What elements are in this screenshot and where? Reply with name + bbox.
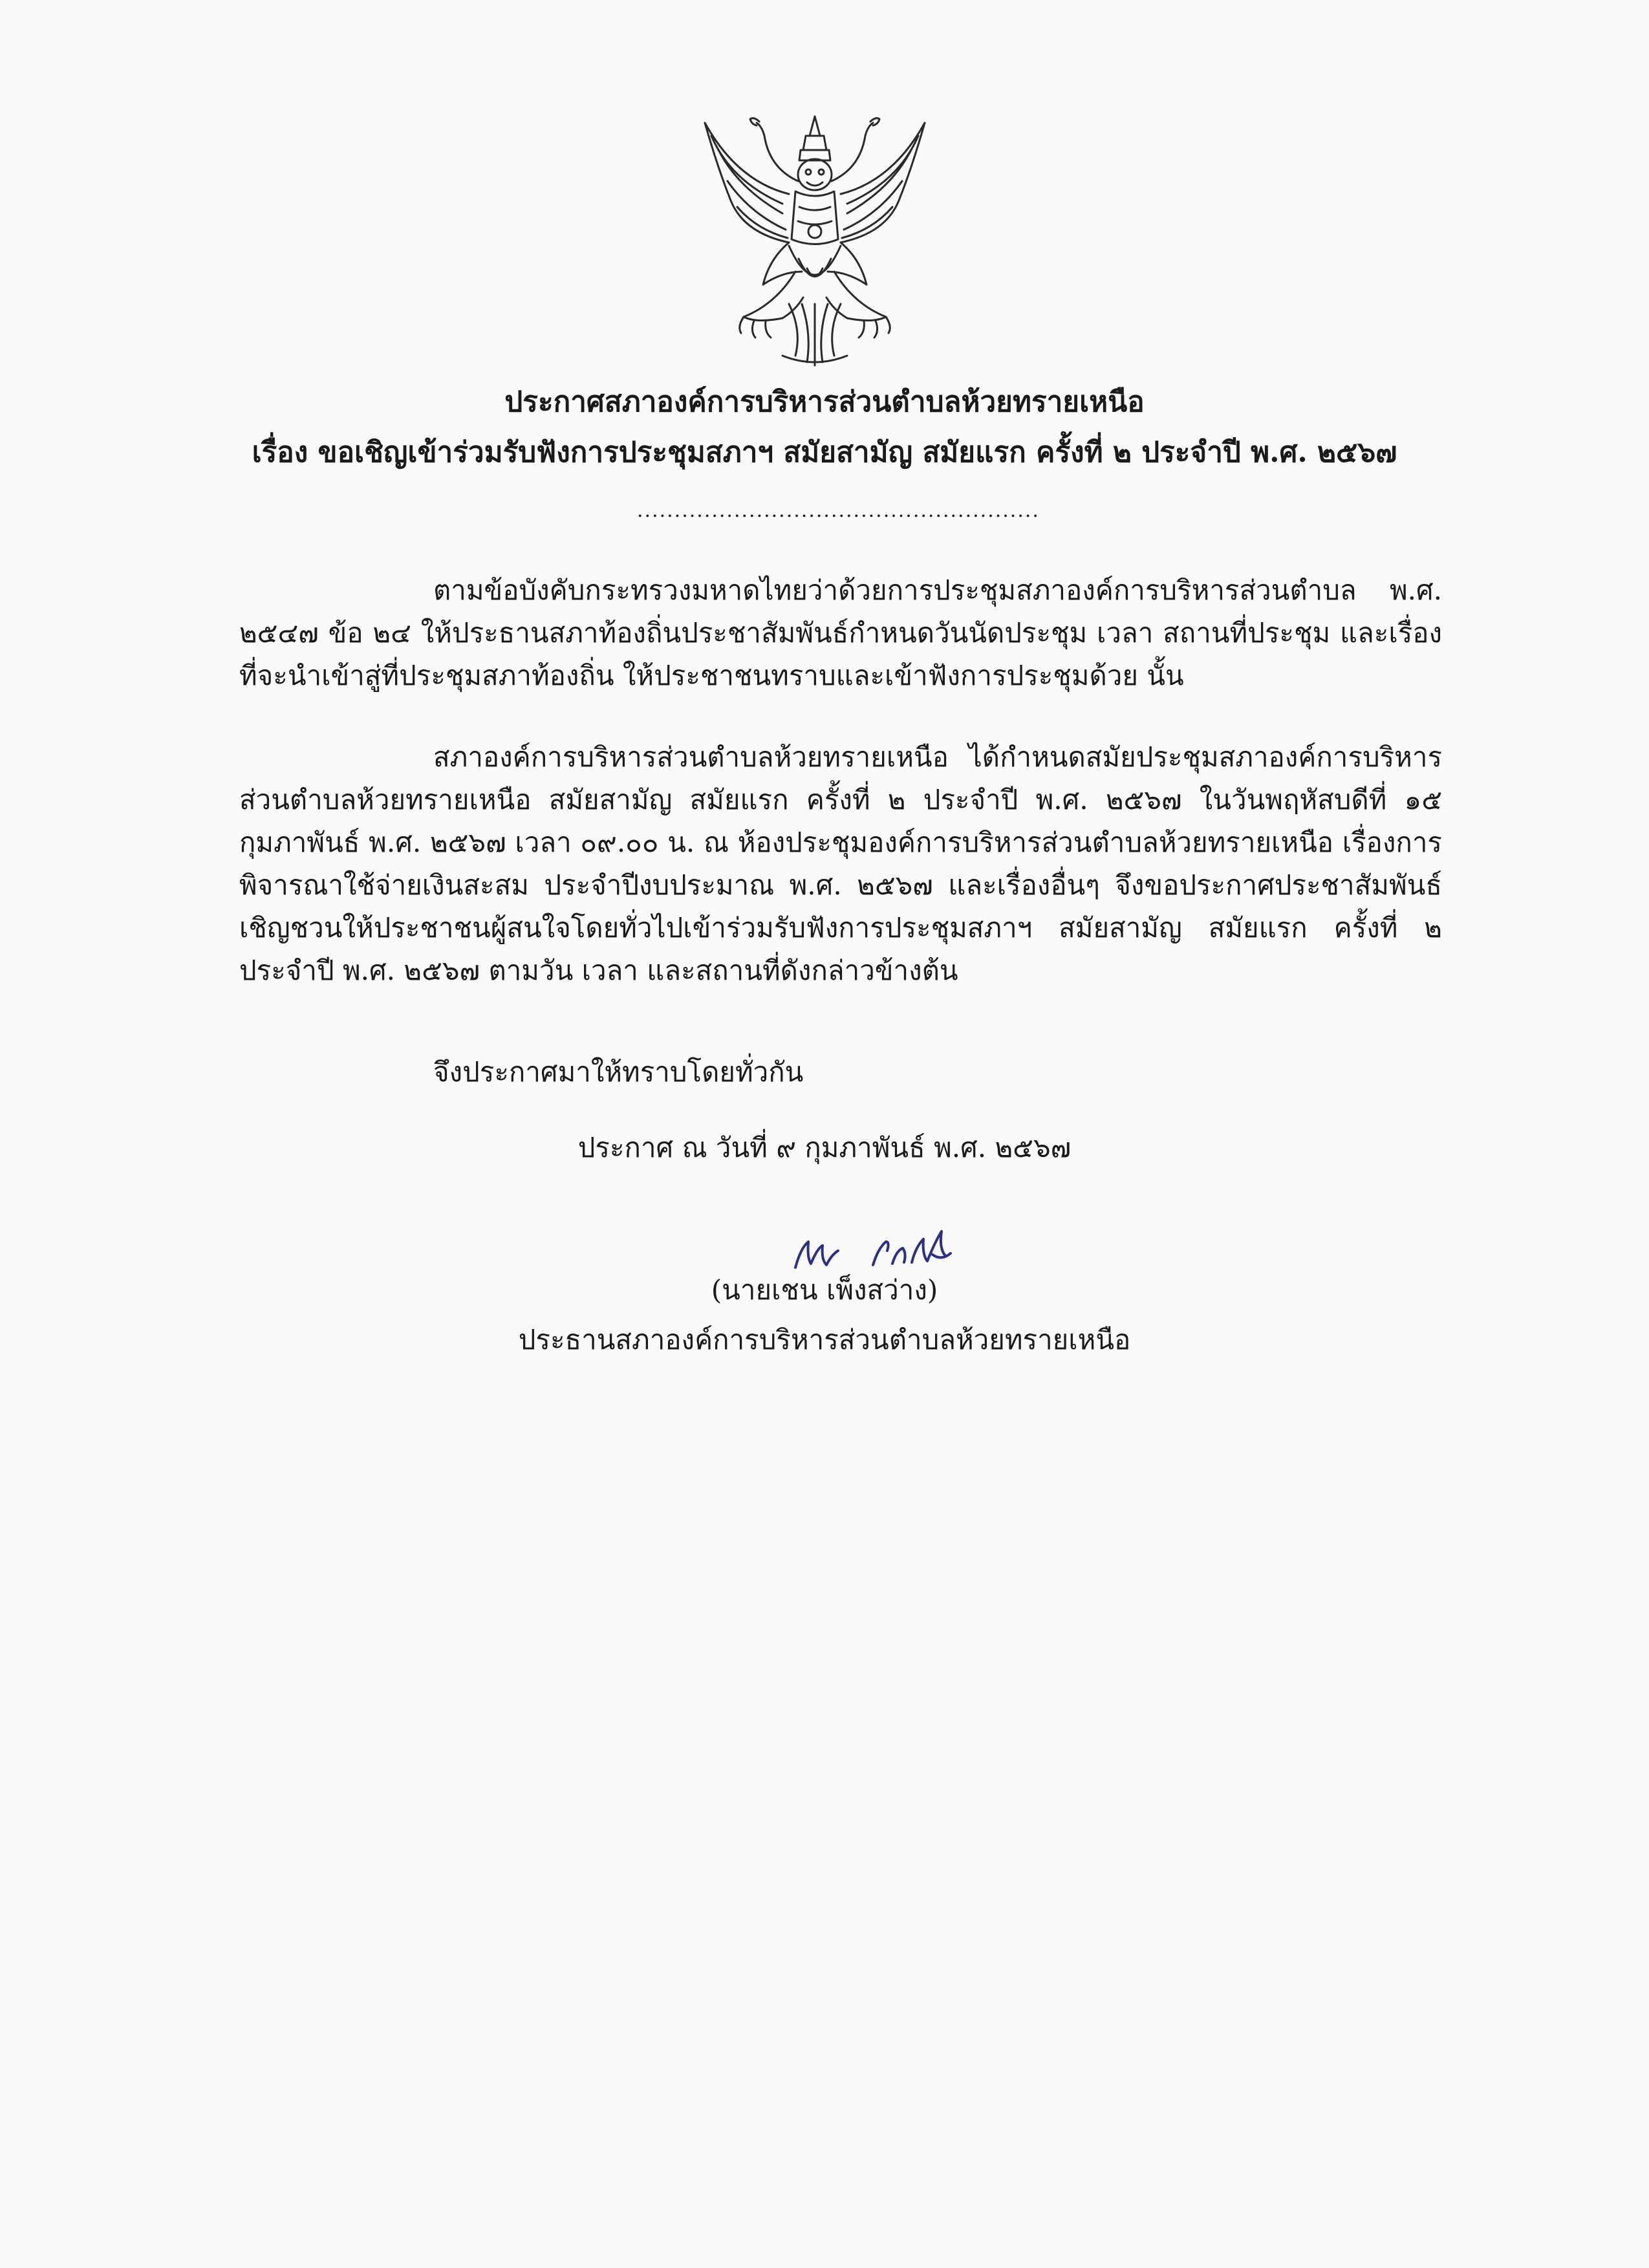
announcement-date: ประกาศ ณ วันที่ ๙ กุมภาพันธ์ พ.ศ. ๒๕๖๗ — [577, 1132, 1072, 1163]
dotted-separator: ...................................................... — [637, 499, 1040, 522]
signer-title: ประธานสภาองค์การบริหารส่วนตำบลห้วยทรายเหนือ — [518, 1324, 1131, 1355]
document-subject: เรื่อง ขอเชิญเข้าร่วมรับฟังการประชุมสภาฯ สมัยสามัญ สมัยแรก ครั้งที่ ๒ ประจำปี พ.ศ. ๒๕๖๗ — [252, 436, 1397, 469]
closing-line: จึงประกาศมาให้ทราบโดยทั่วกัน — [433, 1056, 804, 1088]
garuda-emblem-icon — [692, 110, 938, 369]
signer-name: (นายเชน เพ็งสว่าง) — [711, 1274, 938, 1306]
body-paragraph-2: สภาองค์การบริหารส่วนตำบลห้วยทรายเหนือ ได้กำหนดสมัยประชุมสภาองค์การบริหารส่วนตำบลห้วยทรายเหนือ สมัยสามัญ สมัยแรก ครั้งที่ ๒ ประจำปี พ.ศ. ๒๕๖๗ ในวันพฤหัสบดีที่ ๑๕ กุมภาพันธ์ พ.ศ. ๒๕๖๗ เวลา ๐๙.๐๐ น. ณ ห้องประชุมองค์การบริหารส่วนตำบลห้วยทรายเหนือ เรื่องการพิจารณาใช้จ่ายเงินสะสม ประจำปีงบประมาณ พ.ศ. ๒๕๖๗ และเรื่องอื่นๆ จึงขอประกาศประชาสัมพันธ์เชิญชวนให้ประชาชนผู้สนใจโดยทั่วไปเข้าร่วมรับฟังการประชุมสภาฯ สมัยสามัญ สมัยแรก ครั้งที่ ๒ ประจำปี พ.ศ. ๒๕๖๗ ตามวัน เวลา และสถานที่ดังกล่าวข้างต้น — [239, 741, 1442, 986]
document-title: ประกาศสภาองค์การบริหารส่วนตำบลห้วยทรายเหนือ — [504, 385, 1145, 418]
body-paragraph-1: ตามข้อบังคับกระทรวงมหาดไทยว่าด้วยการประชุมสภาองค์การบริหารส่วนตำบล พ.ศ. ๒๕๔๗ ข้อ ๒๔ ให้ประธานสภาท้องถิ่นประชาสัมพันธ์กำหนดวันนัดประชุม เวลา สถานที่ประชุม และเรื่องที่จะนำเข้าสู่ที่ประชุมสภาท้องถิ่น ให้ประชาชนทราบและเข้าฟังการประชุมด้วย นั้น — [239, 574, 1442, 691]
